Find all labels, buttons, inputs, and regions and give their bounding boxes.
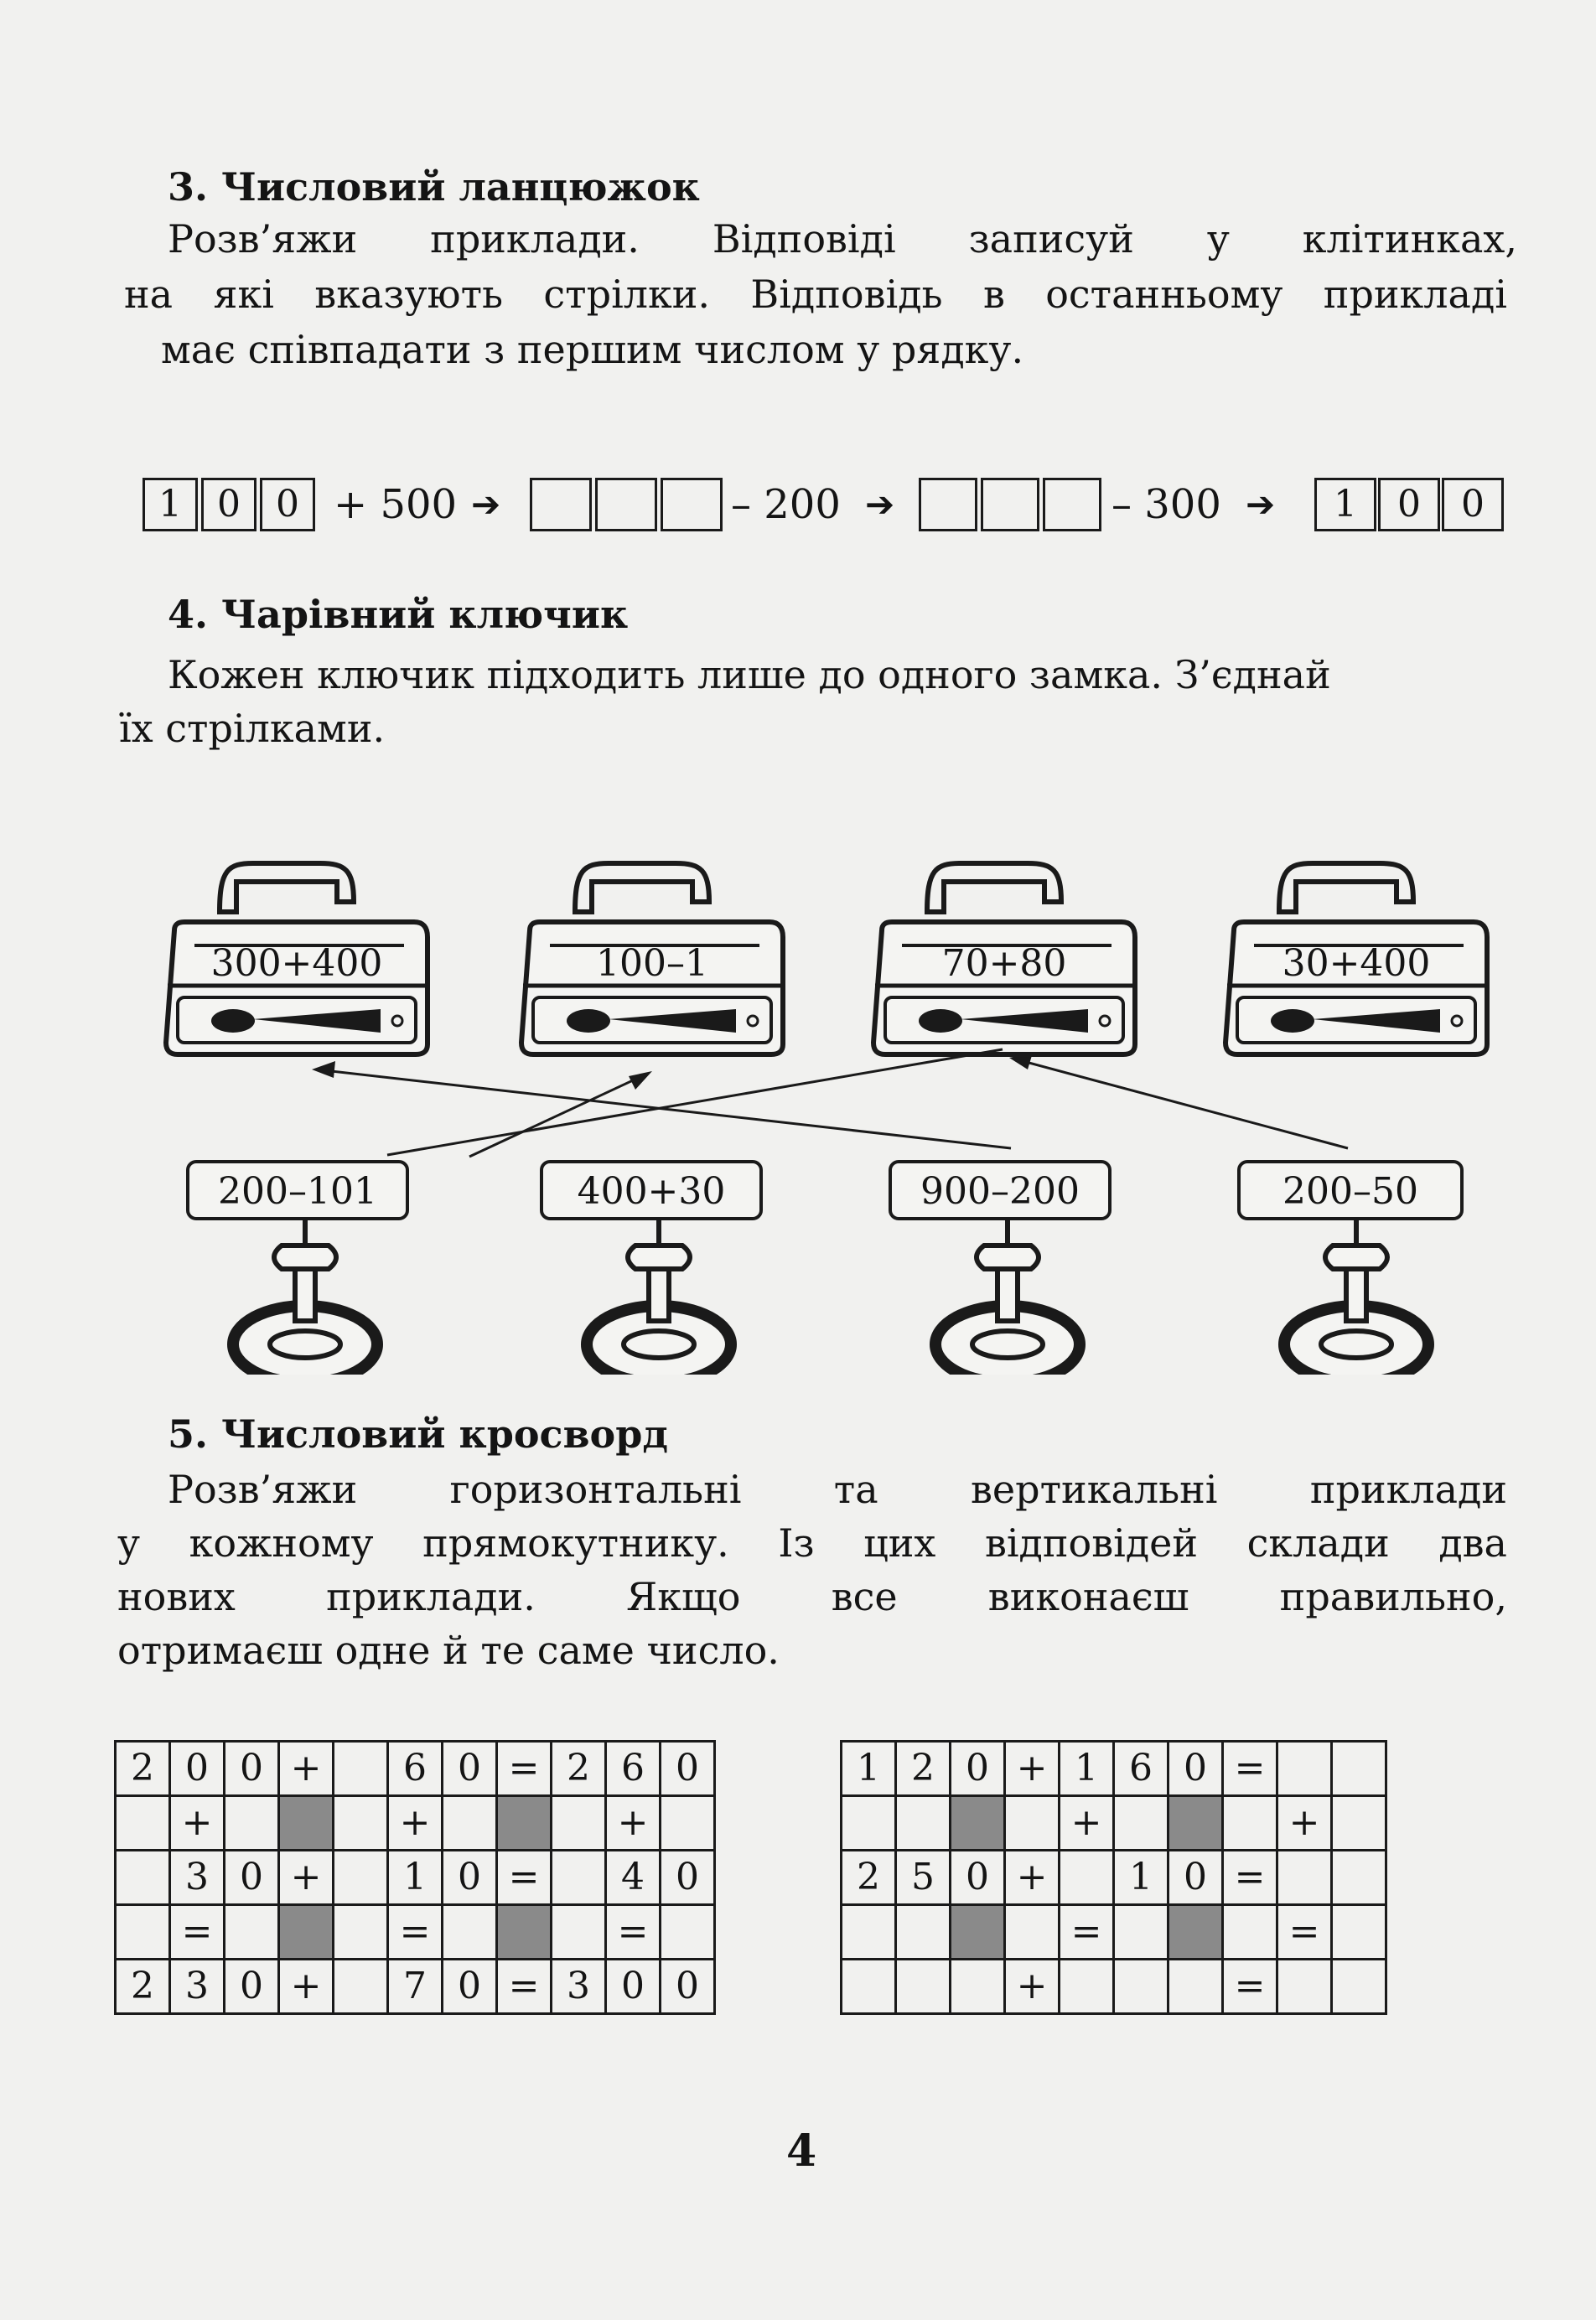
shaded-cell — [279, 1796, 334, 1851]
empty-cell[interactable] — [1060, 1960, 1114, 2014]
empty-cell[interactable] — [443, 1796, 497, 1851]
empty-cell[interactable] — [225, 1796, 279, 1851]
empty-cell[interactable] — [661, 1905, 715, 1960]
grid-cell: 0 — [170, 1742, 225, 1796]
grid-cell: 0 — [951, 1742, 1005, 1796]
empty-cell[interactable] — [951, 1960, 1005, 2014]
empty-cell[interactable] — [1223, 1905, 1277, 1960]
lock-1-label: 300+400 — [210, 942, 383, 985]
chain-op-3: – 300 — [1112, 481, 1221, 528]
empty-cell[interactable] — [1114, 1960, 1168, 2014]
grid-row — [116, 1742, 715, 1796]
grid-cell: 2 — [552, 1742, 606, 1796]
grid-cell: 5 — [896, 1851, 951, 1905]
grid-cell: 1 — [1114, 1851, 1168, 1905]
connection-arrows — [312, 1049, 1348, 1157]
grid-cell: + — [606, 1796, 661, 1851]
lock-4 — [1226, 863, 1487, 1054]
empty-cell[interactable] — [1277, 1851, 1332, 1905]
grid-cell: = — [497, 1851, 552, 1905]
grid-cell: + — [279, 1851, 334, 1905]
empty-cell[interactable] — [116, 1851, 170, 1905]
empty-cell[interactable] — [1168, 1960, 1223, 2014]
chain-answer-2-cell-3[interactable] — [1043, 478, 1101, 531]
empty-cell[interactable] — [334, 1851, 388, 1905]
grid-cell: 6 — [388, 1742, 443, 1796]
grid-cell: 0 — [661, 1851, 715, 1905]
grid-row — [842, 1851, 1386, 1905]
key-4 — [1239, 1162, 1462, 1375]
grid-row — [842, 1796, 1386, 1851]
empty-cell[interactable] — [1332, 1796, 1386, 1851]
task3-title: 3. Числовий ланцюжок — [168, 164, 700, 210]
crossword-grid-1 — [114, 1740, 716, 2015]
grid-cell: 6 — [606, 1742, 661, 1796]
task5-title: 5. Числовий кросворд — [168, 1411, 669, 1457]
task5-line3: нових приклади. Якщо все виконаєш правильно, — [117, 1574, 1507, 1619]
grid-cell: = — [497, 1742, 552, 1796]
empty-cell[interactable] — [552, 1796, 606, 1851]
lock-4-label: 30+400 — [1282, 942, 1431, 985]
grid-row — [116, 1796, 715, 1851]
grid-cell: = — [388, 1905, 443, 1960]
chain-answer-2-cell-2[interactable] — [981, 478, 1039, 531]
shaded-cell — [951, 1796, 1005, 1851]
arrow-right-icon: ➔ — [471, 484, 501, 525]
grid-cell: 4 — [606, 1851, 661, 1905]
grid-cell: 0 — [606, 1960, 661, 2014]
task4-line1: Кожен ключик підходить лише до одного замка. З’єднай — [168, 652, 1331, 697]
grid-cell: + — [170, 1796, 225, 1851]
grid-cell: 3 — [170, 1851, 225, 1905]
empty-cell[interactable] — [225, 1905, 279, 1960]
shaded-cell — [497, 1796, 552, 1851]
empty-cell[interactable] — [1114, 1905, 1168, 1960]
empty-cell[interactable] — [842, 1960, 896, 2014]
chain-answer-2-cell-1[interactable] — [919, 478, 977, 531]
grid-row — [842, 1742, 1386, 1796]
empty-cell[interactable] — [896, 1960, 951, 2014]
grid-cell: 7 — [388, 1960, 443, 2014]
grid-cell: 0 — [443, 1960, 497, 2014]
empty-cell[interactable] — [1277, 1960, 1332, 2014]
grid-row — [116, 1960, 715, 2014]
lock-1 — [166, 863, 428, 1054]
task3-line2: на які вказують стрілки. Відповідь в останньому прикладі — [124, 272, 1507, 317]
chain-op-1: + 500 — [334, 481, 458, 528]
shaded-cell — [951, 1905, 1005, 1960]
empty-cell[interactable] — [896, 1796, 951, 1851]
chain-start-digit-3: 0 — [260, 478, 315, 531]
key-3-label: 900–200 — [920, 1170, 1080, 1213]
grid-cell: 1 — [388, 1851, 443, 1905]
grid-cell: 2 — [116, 1742, 170, 1796]
shaded-cell — [497, 1905, 552, 1960]
chain-end-digit-3: 0 — [1442, 478, 1504, 531]
grid-cell: 0 — [1168, 1742, 1223, 1796]
grid-cell: = — [606, 1905, 661, 1960]
empty-cell[interactable] — [116, 1796, 170, 1851]
arrow-right-icon: ➔ — [1246, 484, 1276, 525]
grid-row — [842, 1905, 1386, 1960]
empty-cell[interactable] — [1223, 1796, 1277, 1851]
grid-cell: 0 — [661, 1742, 715, 1796]
task5-line4: отримаєш одне й те саме число. — [117, 1628, 780, 1673]
grid-cell: 6 — [1114, 1742, 1168, 1796]
grid-cell: + — [1060, 1796, 1114, 1851]
grid-cell: 2 — [842, 1851, 896, 1905]
grid-cell: + — [1277, 1796, 1332, 1851]
grid-cell: = — [497, 1960, 552, 2014]
grid-cell: = — [1277, 1905, 1332, 1960]
grid-cell: 0 — [443, 1851, 497, 1905]
chain-answer-1-cell-1[interactable] — [530, 478, 592, 531]
grid-cell: + — [1005, 1960, 1060, 2014]
task5-line2: у кожному прямокутнику. Із цих відповідей склади два — [117, 1520, 1507, 1566]
empty-cell[interactable] — [842, 1905, 896, 1960]
chain-answer-1-cell-2[interactable] — [595, 478, 657, 531]
empty-cell[interactable] — [1332, 1960, 1386, 2014]
grid-cell: 0 — [1168, 1851, 1223, 1905]
grid-cell: 0 — [225, 1851, 279, 1905]
key-4-label: 200–50 — [1282, 1170, 1418, 1213]
chain-end-digit-1: 1 — [1314, 478, 1376, 531]
grid-cell: + — [388, 1796, 443, 1851]
grid-cell: = — [1060, 1905, 1114, 1960]
grid-cell: = — [1223, 1851, 1277, 1905]
grid-cell: 2 — [896, 1742, 951, 1796]
task5-line1: Розв’яжи горизонтальні та вертикальні приклади — [168, 1467, 1507, 1512]
grid-cell: = — [1223, 1960, 1277, 2014]
empty-cell[interactable] — [334, 1960, 388, 2014]
empty-cell[interactable] — [334, 1742, 388, 1796]
empty-cell[interactable] — [1332, 1742, 1386, 1796]
grid-cell: 0 — [225, 1742, 279, 1796]
empty-cell[interactable] — [842, 1796, 896, 1851]
task4-title: 4. Чарівний ключик — [168, 592, 629, 637]
grid-cell: + — [1005, 1851, 1060, 1905]
empty-cell[interactable] — [334, 1905, 388, 1960]
grid-cell: + — [279, 1742, 334, 1796]
empty-cell[interactable] — [552, 1905, 606, 1960]
grid-cell: 1 — [1060, 1742, 1114, 1796]
empty-cell[interactable] — [1060, 1851, 1114, 1905]
empty-cell[interactable] — [334, 1796, 388, 1851]
empty-cell[interactable] — [1114, 1796, 1168, 1851]
grid-cell: = — [1223, 1742, 1277, 1796]
grid-cell: 1 — [842, 1742, 896, 1796]
empty-cell[interactable] — [1277, 1742, 1332, 1796]
grid-row — [842, 1960, 1386, 2014]
shaded-cell — [279, 1905, 334, 1960]
locks-and-keys-illustration — [0, 838, 1596, 1375]
grid-cell: 0 — [225, 1960, 279, 2014]
grid-cell: 3 — [170, 1960, 225, 2014]
lock-3-label: 70+80 — [941, 942, 1067, 985]
empty-cell[interactable] — [1332, 1851, 1386, 1905]
page-number: 4 — [786, 2126, 817, 2177]
shaded-cell — [1168, 1905, 1223, 1960]
chain-answer-1-cell-3[interactable] — [661, 478, 723, 531]
lock-2 — [521, 863, 783, 1054]
arrow-right-icon: ➔ — [865, 484, 895, 525]
empty-cell[interactable] — [1332, 1905, 1386, 1960]
lock-2-label: 100–1 — [596, 942, 708, 985]
chain-start-digit-2: 0 — [201, 478, 256, 531]
empty-cell[interactable] — [661, 1796, 715, 1851]
empty-cell[interactable] — [896, 1905, 951, 1960]
task3-line1: Розв’яжи приклади. Відповіді записуй у клітинках, — [168, 216, 1517, 262]
empty-cell[interactable] — [1005, 1905, 1060, 1960]
grid-cell: 2 — [116, 1960, 170, 2014]
chain-op-2: – 200 — [731, 481, 841, 528]
empty-cell[interactable] — [1005, 1796, 1060, 1851]
key-2-label: 400+30 — [577, 1170, 726, 1213]
grid-row — [116, 1905, 715, 1960]
lock-3 — [873, 863, 1135, 1054]
chain-start-digit-1: 1 — [142, 478, 198, 531]
grid-cell: + — [1005, 1742, 1060, 1796]
grid-cell: 0 — [443, 1742, 497, 1796]
task4-line2: їх стрілками. — [119, 706, 386, 751]
key-1-label: 200–101 — [218, 1170, 377, 1213]
key-2 — [542, 1162, 761, 1375]
empty-cell[interactable] — [552, 1851, 606, 1905]
grid-cell: 3 — [552, 1960, 606, 2014]
empty-cell[interactable] — [443, 1905, 497, 1960]
grid-cell: = — [170, 1905, 225, 1960]
grid-cell: 0 — [661, 1960, 715, 2014]
key-1 — [188, 1162, 407, 1375]
crossword-grid-2 — [840, 1740, 1387, 2015]
grid-row — [116, 1851, 715, 1905]
shaded-cell — [1168, 1796, 1223, 1851]
grid-cell: 0 — [951, 1851, 1005, 1905]
task3-line3: має співпадати з першим числом у рядку. — [161, 327, 1024, 372]
grid-cell: + — [279, 1960, 334, 2014]
empty-cell[interactable] — [116, 1905, 170, 1960]
key-3 — [890, 1162, 1110, 1375]
chain-end-digit-2: 0 — [1378, 478, 1440, 531]
